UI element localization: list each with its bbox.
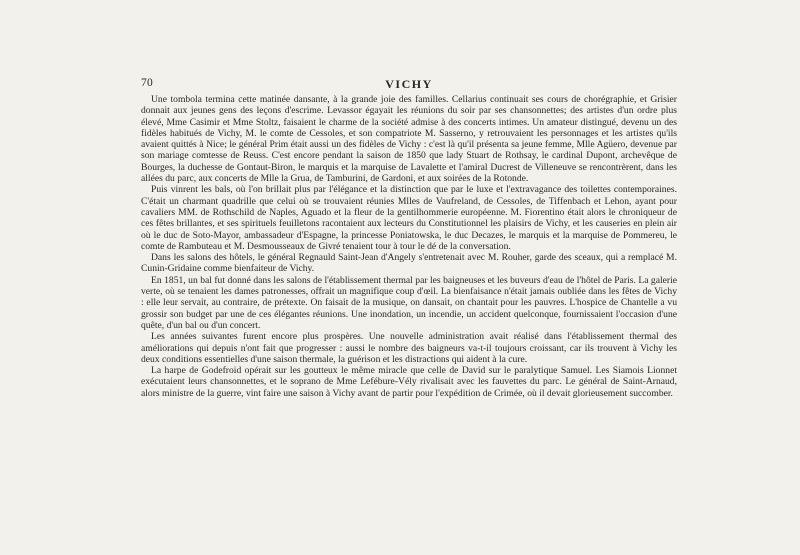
paragraph: La harpe de Godefroid opérait sur les goutteux le même miracle que celle de David sur le paralytique Samuel. Les Siamois Lionnet exécutaient leurs chansonnettes, et le soprano de Mme Lefébure-Vély rivalisait avec les fauvettes du parc. Le général de Saint-Arnaud, alors ministre de la guerre, vint faire une saison à Vichy avant de partir pour l'expédition de Crimée, où il devait glorieusement succomber. [141,365,677,399]
paragraph: Une tombola termina cette matinée dansante, à la grande joie des familles. Cellarius continuait ses cours de chorégraphie, et Grisier donnait aux jeunes gens des leçons d'escrime. Levassor égayait les réunions du soir par ses chansonnettes; des artistes d'un ordre plus élevé, Mme Casimir et Mme Stoltz, faisaient le charme de la société admise à des concerts intimes. Un amateur distingué, devenu un des fidèles habitués de Vichy, M. le comte de Cessoles, et son compatriote M. Sasserno, y retrouvaient les personnages et les artistes qu'ils avaient quittés à Nice; le général Prim était aussi un des fidèles de Vichy : c'est là qu'il présenta sa jeune femme, Mlle Agüero, devenue par son mariage comtesse de Reuss. C'est encore pendant la saison de 1850 que lady Stuart de Rothsay, le cardinal Dupont, archevêque de Bourges, la duchesse de Gontaut-Biron, le marquis et la marquise de Lavalette et l'amiral Ducrest de Villeneuve se rencontrèrent, dans les allées du parc, aux concerts de Mlle la Grua, de Tamburini, de Gardoni, et aux soirées de la Rotonde. [141,94,677,185]
paragraph: Puis vinrent les bals, où l'on brillait plus par l'élégance et la distinction que par le luxe et l'extravagance des toilettes contemporaines. C'était un charmant quadrille que celui où se trouvaient réunies Mlles de Vaufreland, de Cessoles, de Tiffenbach et Lehon, ayant pour cavaliers MM. de Rothschild de Naples, Aguado et la fleur de la gentilhommerie européenne. M. Fiorentino était alors le chroniqueur de ces fêtes brillantes, et ses spirituels feuilletons racontaient aux lecteurs du Constitutionnel les plaisirs de Vichy, et les causeries en plein air où le duc de Soto-Mayor, ambassadeur d'Espagne, la princesse Poniatowska, le duc Decazes, le marquis et la marquise de Pommereu, le comte de Rambuteau et M. Desmousseaux de Givré tenaient tour à tour le dé de la conversation. [141,184,677,252]
page-number: 70 [141,77,154,89]
paragraph: En 1851, un bal fut donné dans les salons de l'établissement thermal par les baigneuses et les buveurs d'eau de l'hôtel de Paris. La galerie verte, où se tenaient les dames patronesses, offrait un magnifique coup d'œil. La bienfaisance n'était jamais oubliée dans les fêtes de Vichy : elle leur servait, au contraire, de prétexte. On faisait de la musique, on dansait, on chantait pour les pauvres. L'hospice de Chantelle a vu grossir son budget par une de ces élégantes réunions. Une inondation, un incendie, un accident quelconque, fournissaient l'occasion d'une quête, d'un bal ou d'un concert. [141,274,677,331]
running-title: VICHY [385,77,433,91]
paragraph: Dans les salons des hôtels, le général Regnauld Saint-Jean d'Angely s'entretenait avec M. Rouher, garde des sceaux, qui a remplacé M. Cunin-Gridaine comme bienfaiteur de Vichy. [141,252,677,275]
paragraph: Les années suivantes furent encore plus prospères. Une nouvelle administration avait réalisé dans l'établissement thermal des améliorations qui depuis n'ont fait que progresser : aussi le nombre des baigneurs va-t-il toujours croissant, car ils trouvent à Vichy les deux conditions essentielles d'une saison thermale, la guérison et les distractions qui aident à la cure. [141,331,677,365]
page-header [141,77,677,93]
body-text [141,94,677,399]
